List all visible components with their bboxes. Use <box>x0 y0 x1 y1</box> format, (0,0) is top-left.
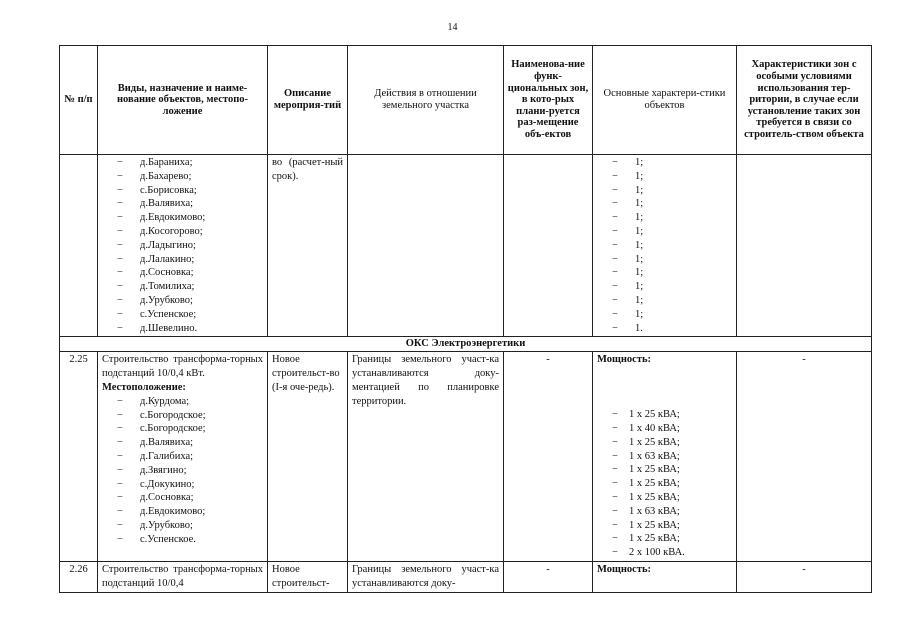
continued-locations <box>98 155 268 337</box>
power-item: − 1 х 25 кВА; <box>597 436 732 450</box>
location-item: − с.Докукино; <box>102 478 263 492</box>
zones-cell: - <box>504 352 593 562</box>
page-number: 14 <box>447 22 458 33</box>
object-title: Строительство трансформа-торных подстанций 10/0,4 кВт. <box>102 354 263 380</box>
power-item: − 1 х 25 кВА; <box>597 519 732 533</box>
location-item: − д.Галибиха; <box>102 450 263 464</box>
description-cell: Новое строительст- <box>268 561 348 592</box>
object-cell: Строительство трансформа-торных подстанций 10/0,4 <box>98 561 268 592</box>
row-number: 2.25 <box>60 352 98 562</box>
table-header-row <box>60 46 872 155</box>
location-item: − д.Томилиха; <box>102 280 263 294</box>
location-item: − д.Валявиха; <box>102 436 263 450</box>
power-item: − 1 х 25 кВА; <box>597 408 732 422</box>
power-label: Мощность: <box>597 354 652 366</box>
table-row-2-25 <box>60 352 872 562</box>
header-description: Описание мероприя-тий <box>268 46 348 155</box>
section-title: ОКС Электроэнергетики <box>60 337 872 352</box>
location-item: − с.Богородское; <box>102 422 263 436</box>
characteristic-item: − 1; <box>597 170 732 184</box>
header-num: № п/п <box>60 46 98 155</box>
header-special: Характеристики зон с особыми условиями использования тер-ритории, в случае если установление таких зон требуется в связи со строитель-ством объекта <box>737 46 872 155</box>
characteristic-item: − 1; <box>597 184 732 198</box>
special-cell: - <box>737 561 872 592</box>
power-item: − 1 х 25 кВА; <box>597 532 732 546</box>
characteristic-item: − 1; <box>597 156 732 170</box>
location-label: Местоположение: <box>102 381 186 393</box>
header-characteristics: Основные характери-стики объектов <box>593 46 737 155</box>
section-row <box>60 337 872 352</box>
location-item: − д.Евдокимово; <box>102 505 263 519</box>
location-item: − д.Евдокимово; <box>102 211 263 225</box>
power-item: − 1 х 63 кВА; <box>597 505 732 519</box>
characteristic-item: − 1; <box>597 211 732 225</box>
continued-description: во (расчет-ный срок). <box>268 155 348 337</box>
characteristic-item: − 1; <box>597 294 732 308</box>
location-item: − д.Бараниха; <box>102 156 263 170</box>
power-item: − 2 х 100 кВА. <box>597 546 732 560</box>
row-number: 2.26 <box>60 561 98 592</box>
special-cell: - <box>737 352 872 562</box>
location-item: − д.Шевелино. <box>102 322 263 336</box>
zones-cell: - <box>504 561 593 592</box>
characteristic-item: − 1; <box>597 308 732 322</box>
power-item: − 1 х 25 кВА; <box>597 463 732 477</box>
characteristics-cell <box>593 561 737 592</box>
characteristics-cell <box>593 352 737 562</box>
characteristic-item: − 1; <box>597 225 732 239</box>
location-item: − д.Валявиха; <box>102 197 263 211</box>
power-item: − 1 х 25 кВА; <box>597 477 732 491</box>
location-item: − с.Успенское; <box>102 308 263 322</box>
location-item: − д.Урубково; <box>102 294 263 308</box>
characteristic-item: − 1; <box>597 253 732 267</box>
location-item: − с.Богородское; <box>102 409 263 423</box>
actions-cell: Границы земельного участ-ка устанавливаются доку-ментацией по планировке территории. <box>348 352 504 562</box>
location-item: − д.Лалакино; <box>102 253 263 267</box>
characteristic-item: − 1; <box>597 280 732 294</box>
actions-cell: Границы земельного участ-ка устанавливаются доку- <box>348 561 504 592</box>
characteristic-item: − 1; <box>597 239 732 253</box>
location-item: − с.Борисовка; <box>102 184 263 198</box>
location-item: − д.Ладыгино; <box>102 239 263 253</box>
header-actions: Действия в отношении земельного участка <box>348 46 504 155</box>
objects-table <box>59 45 872 593</box>
location-item: − д.Сосновка; <box>102 266 263 280</box>
location-item: − д.Звягино; <box>102 464 263 478</box>
location-item: − д.Курдома; <box>102 395 263 409</box>
description-cell: Новое строительст-во (I-я оче-редь). <box>268 352 348 562</box>
location-item: − д.Косогорово; <box>102 225 263 239</box>
table-row-2-26 <box>60 561 872 592</box>
object-cell <box>98 352 268 562</box>
power-item: − 1 х 40 кВА; <box>597 422 732 436</box>
power-item: − 1 х 63 кВА; <box>597 450 732 464</box>
characteristic-item: − 1. <box>597 322 732 336</box>
header-types: Виды, назначение и наиме-нование объектов, местопо-ложение <box>98 46 268 155</box>
location-item: − д.Урубково; <box>102 519 263 533</box>
table-row-continued <box>60 155 872 337</box>
characteristic-item: − 1; <box>597 266 732 280</box>
characteristic-item: − 1; <box>597 197 732 211</box>
location-item: − д.Сосновка; <box>102 491 263 505</box>
power-item: − 1 х 25 кВА; <box>597 491 732 505</box>
power-label: Мощность: <box>597 563 652 575</box>
header-zones: Наименова-ние функ-циональных зон, в кото-рых плани-руется раз-мещение объ-ектов <box>504 46 593 155</box>
location-item: − д.Бахарево; <box>102 170 263 184</box>
continued-characteristics <box>593 155 737 337</box>
location-item: − с.Успенское. <box>102 533 263 547</box>
